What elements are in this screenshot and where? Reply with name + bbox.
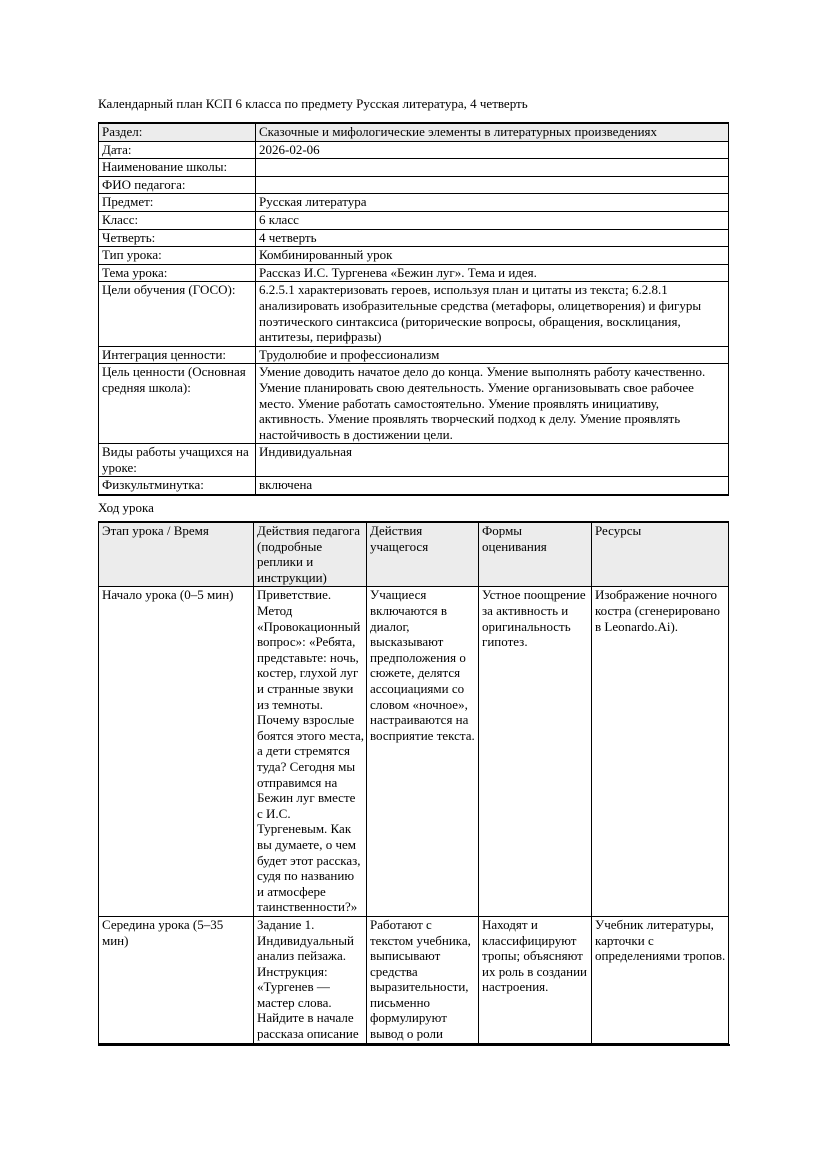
info-value-cell: 6 класс	[256, 211, 729, 229]
lesson-stage-row	[99, 587, 729, 916]
info-row	[99, 229, 729, 247]
info-value-cell: Умение доводить начатое дело до конца. Умение выполнять работу качественно. Умение планировать свою деятельность. Умение организовывать свое рабочее место. Умение работать самостоятельно. Умение проявлять инициативу, активность. Умение проявлять творческий подход к делу. Умение проявлять настойчивость в достижении цели.	[256, 364, 729, 444]
info-value-cell: 4 четверть	[256, 229, 729, 247]
teacher-actions-cell: Задание 1. Индивидуальный анализ пейзажа. Инструкция: «Тургенев — мастер слова. Найдите в начале рассказа описание	[254, 916, 367, 1043]
info-value-cell: Индивидуальная	[256, 444, 729, 477]
info-row	[99, 211, 729, 229]
col-header-assessment: Формы оценивания	[479, 522, 592, 587]
info-row	[99, 264, 729, 282]
lesson-flow-table	[98, 521, 729, 1044]
teacher-actions-cell: Приветствие. Метод «Провокационный вопрос»: «Ребята, представьте: ночь, костер, глухой луг и странные звуки из темноты. Почему взрослые боятся этого места, а дети стремятся туда? Сегодня мы отправимся на Бежин луг вместе с И.С. Тургеневым. Как вы думаете, о чем будет этот рассказ, судя по названию и атмосфере таинственности?»	[254, 587, 367, 916]
page-title: Календарный план КСП 6 класса по предмету Русская литература, 4 четверть	[98, 96, 528, 111]
col-header-resources: Ресурсы	[592, 522, 729, 587]
assessment-cell: Находят и классифицируют тропы; объясняют их роль в создании настроения.	[479, 916, 592, 1043]
info-value-cell	[256, 159, 729, 177]
col-header-student-actions: Действия учащегося	[367, 522, 479, 587]
info-value-cell	[256, 176, 729, 194]
stage-cell: Начало урока (0–5 мин)	[99, 587, 254, 916]
info-label-cell: Тема урока:	[99, 264, 256, 282]
col-header-stage: Этап урока / Время	[99, 522, 254, 587]
info-label-cell: Наименование школы:	[99, 159, 256, 177]
info-row	[99, 444, 729, 477]
info-label-cell: Цель ценности (Основная средняя школа):	[99, 364, 256, 444]
resources-cell: Изображение ночного костра (сгенерировано в Leonardo.Ai).	[592, 587, 729, 916]
lesson-table-header-row	[99, 522, 729, 587]
info-label-cell: Дата:	[99, 141, 256, 159]
info-label-cell: Предмет:	[99, 194, 256, 212]
info-value-cell: Русская литература	[256, 194, 729, 212]
info-value-cell: Комбинированный урок	[256, 247, 729, 265]
info-label-cell: Класс:	[99, 211, 256, 229]
info-value-cell: включена	[256, 477, 729, 495]
info-row	[99, 346, 729, 364]
info-row	[99, 141, 729, 159]
info-row	[99, 194, 729, 212]
info-row	[99, 123, 729, 141]
info-label-cell: Раздел:	[99, 123, 256, 141]
info-label-cell: Тип урока:	[99, 247, 256, 265]
assessment-cell: Устное поощрение за активность и оригинальность гипотез.	[479, 587, 592, 916]
info-row	[99, 247, 729, 265]
info-label-cell: Интеграция ценности:	[99, 346, 256, 364]
student-actions-cell: Работают с текстом учебника, выписывают средства выразительности, письменно формулируют вывод о роли	[367, 916, 479, 1043]
info-row	[99, 159, 729, 177]
info-value-cell: Рассказ И.С. Тургенева «Бежин луг». Тема и идея.	[256, 264, 729, 282]
info-label-cell: Цели обучения (ГОСО):	[99, 282, 256, 346]
info-label-cell: Виды работы учащихся на уроке:	[99, 444, 256, 477]
lesson-stage-row	[99, 916, 729, 1043]
info-row	[99, 176, 729, 194]
info-row	[99, 364, 729, 444]
info-value-cell: Трудолюбие и профессионализм	[256, 346, 729, 364]
info-value-cell: 2026-02-06	[256, 141, 729, 159]
section-label: Ход урока	[98, 500, 154, 516]
student-actions-cell: Учащиеся включаются в диалог, высказывают предположения о сюжете, делятся ассоциациями со словом «ночное», настраиваются на восприятие текста.	[367, 587, 479, 916]
info-row	[99, 282, 729, 346]
info-value-cell: 6.2.5.1 характеризовать героев, используя план и цитаты из текста; 6.2.8.1 анализировать изобразительные средства (метафоры, олицетворения) и фигуры поэтического синтаксиса (риторические вопросы, обращения, восклицания, антитезы, перифразы)	[256, 282, 729, 346]
info-row	[99, 477, 729, 495]
col-header-teacher-actions: Действия педагога (подробные реплики и инструкции)	[254, 522, 367, 587]
info-value-cell: Сказочные и мифологические элементы в литературных произведениях	[256, 123, 729, 141]
lesson-flow-table-wrap	[98, 521, 730, 1046]
resources-cell: Учебник литературы, карточки с определениями тропов.	[592, 916, 729, 1043]
lesson-info-table	[98, 122, 729, 496]
info-label-cell: ФИО педагога:	[99, 176, 256, 194]
info-label-cell: Физкультминутка:	[99, 477, 256, 495]
stage-cell: Середина урока (5–35 мин)	[99, 916, 254, 1043]
info-label-cell: Четверть:	[99, 229, 256, 247]
